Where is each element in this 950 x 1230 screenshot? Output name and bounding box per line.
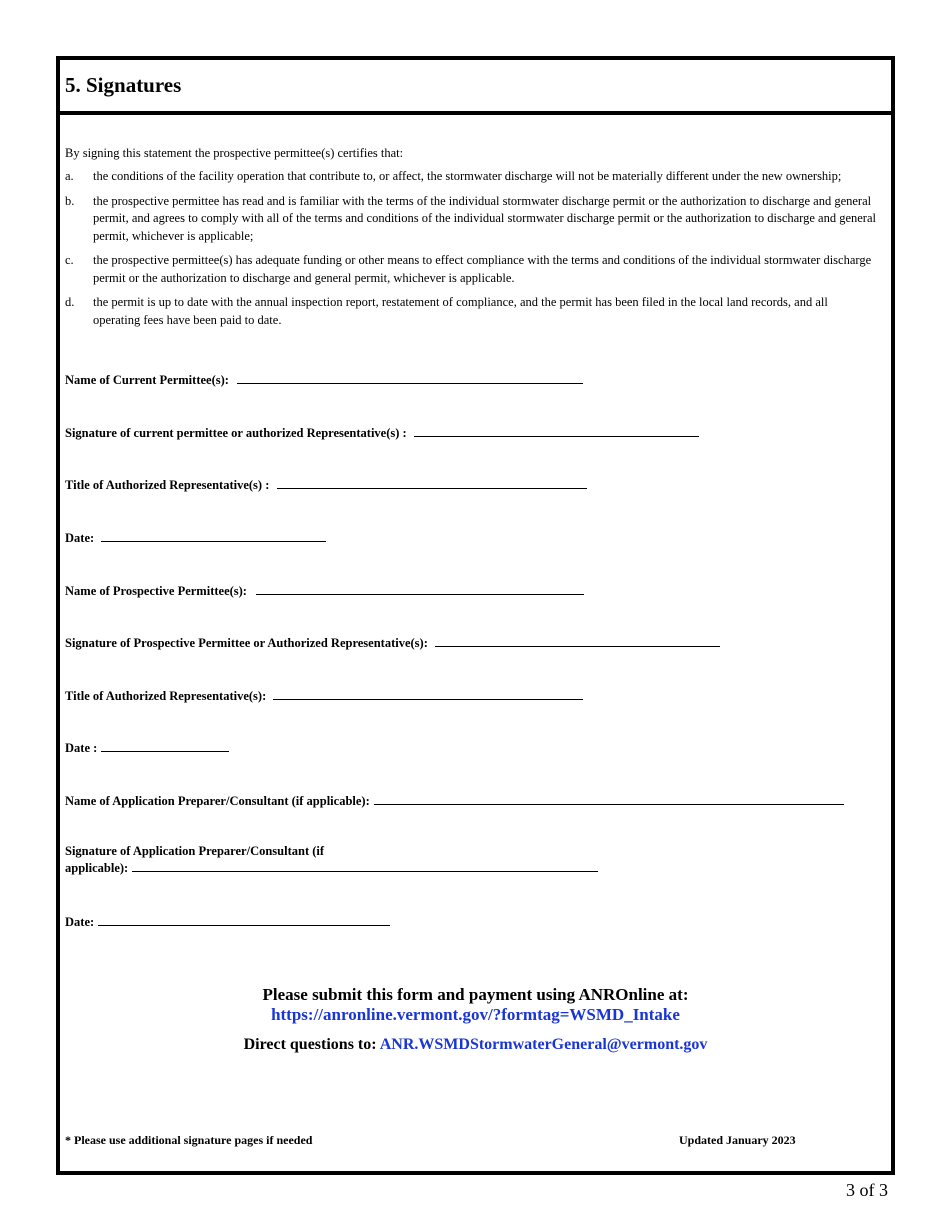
- field-label: Date:: [65, 531, 95, 545]
- page-number: 3 of 3: [846, 1180, 888, 1200]
- current-permittee-name-line[interactable]: [237, 371, 583, 384]
- item-text: the prospective permittee(s) has adequate funding or other means to effect compliance with the terms and conditions of the individual stormwater discharge permit or the authorization to discharge and general permit, whichever is applicable.: [93, 253, 872, 285]
- field-label: Date:: [65, 915, 95, 929]
- item-letter: d.: [65, 295, 75, 309]
- preparer-date-line[interactable]: [98, 913, 390, 926]
- section-title: 5. Signatures: [60, 60, 891, 115]
- prospective-title-field[interactable]: [65, 687, 583, 704]
- list-item: [65, 168, 877, 186]
- current-date-line[interactable]: [101, 529, 326, 542]
- list-item: [65, 294, 877, 329]
- item-letter: b.: [65, 193, 75, 208]
- prospective-signature-field[interactable]: [65, 634, 720, 651]
- item-letter: c.: [65, 253, 74, 267]
- additional-pages-note: * Please use additional signature pages if needed: [65, 1133, 313, 1147]
- prospective-title-line[interactable]: [273, 687, 583, 700]
- updated-date: Updated January 2023: [679, 1133, 796, 1147]
- preparer-name-field[interactable]: [65, 792, 844, 809]
- item-text: the conditions of the facility operation that contribute to, or affect, the stormwater discharge will not be materially different under the new ownership;: [93, 169, 842, 183]
- prospective-date-field[interactable]: [65, 739, 229, 756]
- preparer-signature-field[interactable]: [65, 844, 598, 876]
- current-title-field[interactable]: [65, 476, 587, 493]
- list-item: [65, 193, 877, 246]
- questions-label: Direct questions to:: [243, 1036, 377, 1053]
- certification-list: [65, 168, 877, 336]
- field-label: applicable):: [65, 861, 129, 875]
- item-text: the permit is up to date with the annual inspection report, restatement of compliance, and the permit has been filed in the local land records, and all operating fees have been paid to date.: [93, 295, 828, 327]
- questions-line: [60, 1036, 891, 1054]
- field-label: Title of Authorized Representative(s):: [65, 689, 267, 703]
- form-frame: [56, 56, 895, 1175]
- submit-heading: Please submit this form and payment using ANROnline at:: [262, 985, 689, 1004]
- field-label: Name of Current Permittee(s):: [65, 373, 229, 387]
- preparer-name-line[interactable]: [374, 792, 844, 805]
- field-label: Signature of current permittee or authorized Representative(s) :: [65, 426, 407, 440]
- current-signature-field[interactable]: [65, 424, 699, 441]
- item-letter: a.: [65, 169, 74, 183]
- prospective-permittee-name-line[interactable]: [256, 582, 584, 595]
- current-permittee-name-field[interactable]: [65, 371, 583, 388]
- preparer-date-field[interactable]: [65, 913, 390, 930]
- field-label: Name of Prospective Permittee(s):: [65, 584, 247, 598]
- field-label: Signature of Prospective Permittee or Authorized Representative(s):: [65, 636, 428, 650]
- field-label: Title of Authorized Representative(s) :: [65, 478, 270, 492]
- field-label: Signature of Application Preparer/Consultant (if: [65, 844, 325, 858]
- current-signature-line[interactable]: [414, 424, 699, 437]
- prospective-permittee-name-field[interactable]: [65, 582, 584, 599]
- current-date-field[interactable]: [65, 529, 326, 546]
- preparer-signature-line[interactable]: [132, 859, 598, 872]
- list-item: [65, 252, 877, 287]
- field-label: Name of Application Preparer/Consultant (if applicable):: [65, 794, 370, 808]
- email-link[interactable]: ANR.WSMDStormwaterGeneral@vermont.gov: [379, 1036, 708, 1053]
- current-title-line[interactable]: [277, 476, 587, 489]
- anronline-link[interactable]: https://anronline.vermont.gov/?formtag=WSMD_Intake: [271, 1005, 680, 1024]
- submit-instructions: [60, 985, 891, 1025]
- prospective-signature-line[interactable]: [435, 634, 720, 647]
- field-label: Date :: [65, 741, 98, 755]
- intro-text: By signing this statement the prospective permittee(s) certifies that:: [65, 146, 404, 160]
- prospective-date-line[interactable]: [101, 739, 229, 752]
- item-text: the prospective permittee has read and is familiar with the terms of the individual stormwater discharge permit or the authorization to discharge and general permit, and agrees to comply with all of the terms and conditions of the individual stormwater discharge permit or the authorization to discharge and general permit, whichever is applicable;: [93, 193, 876, 243]
